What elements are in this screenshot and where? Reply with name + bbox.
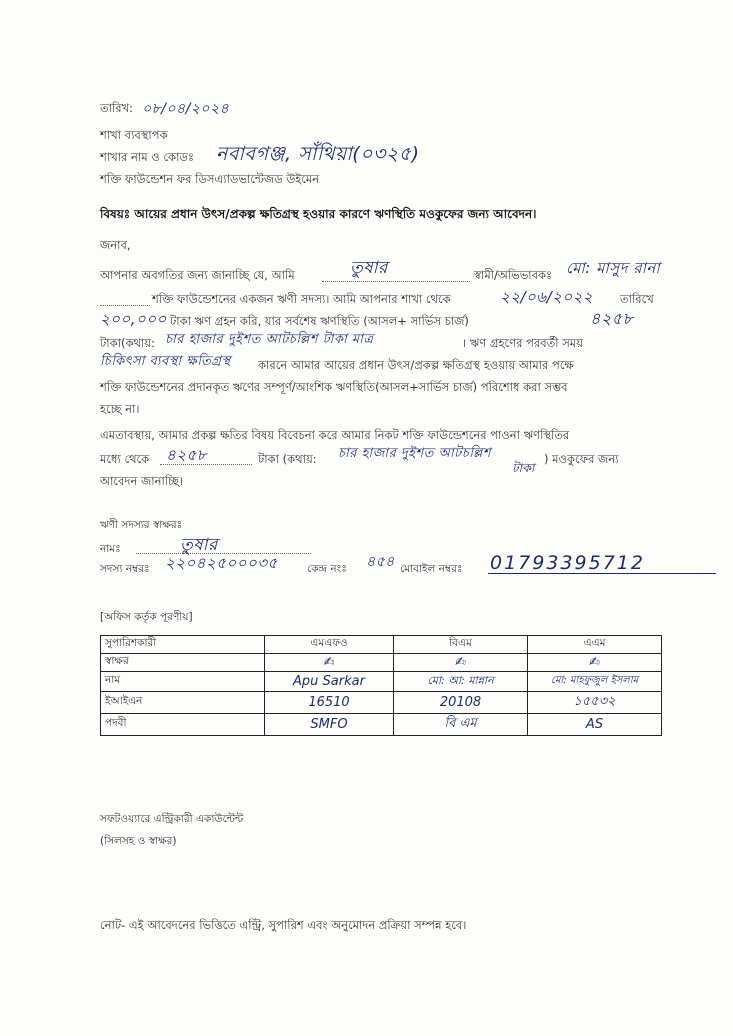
loan-date: ২২/০৬/২০২২: [500, 288, 594, 306]
office-name-row: [101, 672, 662, 692]
para1-line1-a: আপনার অবগতির জন্য জানাচ্ছি যে, আমি: [100, 268, 295, 282]
office-header-am: এএম: [528, 636, 662, 654]
am-name: মো: মাহফুজুল ইসলাম: [528, 672, 662, 692]
accountant-line2: (সিলসহ ও স্বাক্ষর): [100, 835, 177, 847]
mobile-underline: [488, 573, 716, 574]
office-signature-row: [101, 654, 662, 672]
mobile-value: 01793395712: [490, 552, 645, 574]
bm-ein: 20108: [394, 692, 528, 714]
para1-line1-b: স্বামী/অভিভাবকঃ: [474, 268, 553, 282]
para2-line2-a: মধ্যে থেকে: [100, 452, 150, 466]
salutation: জনাব,: [100, 238, 131, 252]
loan-amount: ২০০,০০০: [100, 310, 167, 328]
office-header-bm: বিএম: [394, 636, 528, 654]
mfo-signature: ✍: [265, 654, 394, 672]
para1-line4-b: । ঋণ গ্রহণের পরবর্তী সময়: [462, 336, 583, 350]
para2-line2-c: ) মওকুফের জন্য: [544, 452, 619, 466]
date-label: তারিখ:: [100, 101, 134, 115]
loan-balance: ৪২৫৮: [590, 309, 634, 328]
damage-cause: চিকিৎসা ব্যবস্থা ক্ষতিগ্রস্থ: [100, 354, 231, 369]
office-title: [অফিস কর্তৃক পূরণীয়]: [100, 611, 193, 623]
org-line: শক্তি ফাউন্ডেশন ফর ডিসএ্যাডভান্টেজড উইমেন: [100, 172, 320, 186]
mfo-designation: SMFO: [265, 714, 394, 736]
mfo-ein: 16510: [265, 692, 394, 714]
center-no-label: কেন্দ্র নংঃ: [307, 563, 347, 575]
para2-line2-b: টাকা (কথায়:: [258, 452, 317, 466]
am-designation: AS: [528, 714, 662, 736]
branch-label: শাখার নাম ও কোডঃ: [100, 150, 195, 164]
office-ein-row: [101, 692, 662, 714]
para1-line3-a: টাকা ঋণ গ্রহন করি, যার সর্বশেষ ঋণস্থিতি (আসল+ সার্ভিস চার্জ): [170, 314, 469, 328]
waive-dots: [160, 464, 252, 465]
office-row-label: নাম: [101, 672, 265, 692]
applicant-name: তুষার: [350, 258, 388, 278]
am-signature: ✍: [528, 654, 662, 672]
office-row-label: স্বাক্ষর: [101, 654, 265, 672]
am-ein: ১৫৫৩২: [528, 692, 662, 714]
para1-line2-dots: [100, 305, 150, 306]
office-header-mfo: এমএফও: [265, 636, 394, 654]
waive-in-words: চার হাজার দুইশত আটচল্লিশ: [338, 446, 491, 461]
member-no-value: ২২০৪২৫০০০৩৫: [165, 554, 278, 572]
para1-line2-a: শক্তি ফাউন্ডেশনের একজন ঋণী সদস্য। আমি আপনার শাখা থেকে: [152, 292, 451, 306]
para1-line7: হচ্ছে না।: [100, 402, 140, 416]
para2-line3: আবেদন জানাচ্ছি।: [100, 474, 184, 488]
guardian-name: মো: মাসুদ রানা: [566, 259, 661, 277]
para1-line6: শক্তি ফাউন্ডেশনের প্রদানকৃত ঋণের সম্পূর্ণ/আংশিক ঋণস্থিতি(আসল+সার্ভিস চার্জ) পরিশোধ করা সম্ভব: [100, 380, 568, 394]
member-signature-label: ঋণী সদস্যর স্বাক্ষরঃ: [100, 519, 183, 531]
para1-line2-b: তারিখে: [620, 292, 654, 306]
center-no-value: ৪৫৪: [366, 554, 395, 570]
waive-in-words-2: টাকা: [512, 461, 535, 475]
footer-note: নোট- এই আবেদনের ভিত্তিতে এন্ট্রি, সুপারিশ এবং অনুমোদন প্রক্রিয়া সম্পন্ন হবে।: [100, 918, 467, 932]
office-header-row: [101, 636, 662, 654]
para1-line4-a: টাকা(কথায়:: [100, 336, 155, 350]
office-designation-row: [101, 714, 662, 736]
balance-in-words: চার হাজার দুইশত আটচল্লিশ টাকা মাত্র: [165, 332, 374, 347]
waive-amount: ৪২৫৮: [166, 446, 207, 464]
mfo-name: Apu Sarkar: [265, 672, 394, 692]
date-value: ০৮/০৪/২০২৪: [142, 101, 230, 117]
office-header-recommender: সুপারিশকারী: [101, 636, 265, 654]
bm-designation: বি এম: [394, 714, 528, 736]
office-table: [100, 635, 662, 736]
recipient-line: শাখা ব্যবস্থাপক: [100, 128, 168, 142]
name-dots: [322, 281, 470, 282]
branch-value: নবাবগঞ্জ, সাঁথিয়া(০৩২৫): [216, 143, 420, 165]
para1-line5-a: কারনে আমার আয়ের প্রধান উৎস/প্রকল্প ক্ষতিগ্রস্থ হওয়ায় আমার পক্ষে: [258, 358, 574, 372]
mobile-label: মোবাইল নম্বরঃ: [400, 563, 463, 575]
bm-name: মো: আ: মান্নান: [394, 672, 528, 692]
member-name-value: তুষার: [180, 535, 218, 555]
office-row-label: পদবী: [101, 714, 265, 736]
subject-line: বিষয়ঃ আয়ের প্রধান উৎস/প্রকল্প ক্ষতিগ্রস্থ হওয়ার কারণে ঋণস্থিতি মওকুফের জন্য আবেদন।: [100, 207, 537, 221]
bm-signature: ✍: [394, 654, 528, 672]
member-name-label: নামঃ: [100, 543, 121, 555]
member-no-label: সদস্য নম্বরঃ: [100, 563, 150, 575]
para2-line1: এমতাবস্থায়, আমার প্রকল্প ক্ষতির বিষয় বিবেচনা করে আমার নিকট শক্তি ফাউন্ডেশনের পাওনা ঋণস্থিতির: [100, 428, 570, 442]
office-row-label: ইআইএন: [101, 692, 265, 714]
accountant-line1: সফটওয়্যারে এন্ট্রিকারী একাউন্টেন্ট: [100, 813, 244, 825]
